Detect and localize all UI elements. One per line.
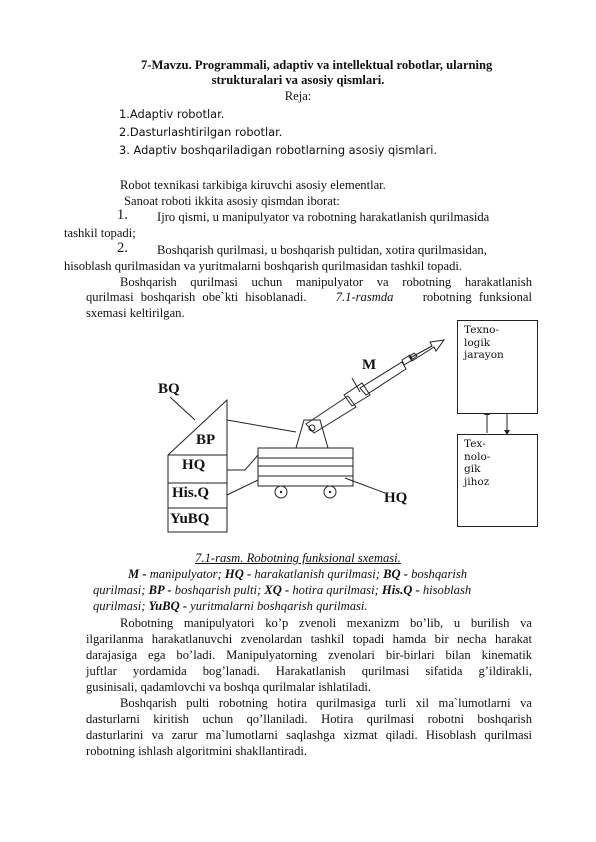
title-line-1: 7-Mavzu. Programmali, adaptiv va intellektual robotlar, ularning: [141, 58, 493, 72]
para3-line-3: dasturlarini va zarur ma`lumotlarni saqlashga xizmat qiladi. Hisoblash qurilmasi: [86, 728, 532, 742]
wheel-left-hub: [280, 491, 282, 493]
figure-caption: 7.1-rasm. Robotning funksional sxemasi.: [195, 551, 401, 565]
manipulator-base: [296, 420, 328, 448]
para1-line-2-end: robotning funksional: [422, 290, 532, 304]
label-motion-unit-right: HQ: [384, 490, 408, 506]
legend-text: hotira qurilmasi;: [292, 583, 382, 597]
para3-line-4: robotning ishlash algoritmini shakllantiradi.: [86, 744, 308, 758]
label-control-panel: BP: [196, 432, 216, 448]
gripper: [402, 355, 412, 365]
para2-line-5: gusinisali, qadamlovchi va boshqa qurilmalar ishlatiladi.: [86, 680, 372, 694]
list-item-2-line-2: hisoblash qurilmasidan va yuritmalarni boshqarish qurilmasidan tashkil topadi.: [64, 259, 463, 273]
connection-line: [227, 480, 258, 495]
equipment-box-line-3: gik: [464, 463, 481, 475]
legend-text: manipulyator;: [149, 567, 225, 581]
plan-item-1: 1.Adaptiv robotlar.: [119, 107, 225, 121]
list-number-2: 2.: [117, 240, 128, 256]
legend-abbr: YuBQ -: [148, 599, 191, 613]
legend-text: boshqarish pulti;: [174, 583, 265, 597]
equipment-box-line-2: nolo-: [464, 450, 491, 463]
legend-abbr: M -: [128, 567, 150, 581]
bq-pointer-line: [170, 397, 195, 420]
label-manipulator: M: [362, 357, 377, 373]
para1-line-2-start: qurilmasi boshqarish obe`kti hisoblanadi.: [86, 290, 307, 304]
para2-line-2: ilgarilanma harakatlanuvchi zvenolardan tashkil topadi hamda bir necha harakat: [86, 632, 532, 646]
label-motion-unit-left: HQ: [182, 457, 206, 473]
legend-text: harakatlanish qurilmasi;: [254, 567, 384, 581]
figure-reference: 7.1-rasmda: [335, 290, 394, 304]
legend-text: boshqarish: [411, 567, 468, 581]
para1-line-1: Boshqarish qurilmasi uchun manipulyator va robotning harakatlanish: [120, 275, 532, 289]
legend-line-1: [128, 567, 467, 582]
para1-line-3: sxemasi keltirilgan.: [86, 306, 185, 320]
equipment-box-line-1: Tex-: [464, 438, 486, 450]
process-box-line-1: Texno-: [464, 324, 499, 336]
wheel-right-hub: [329, 491, 331, 493]
intro-line-1: Robot texnikasi tarkibiga kiruvchi asosiy elementlar.: [120, 178, 386, 192]
legend-line-2: [93, 583, 471, 598]
para3-line-2: dasturlarni kiritish uchun qo’llaniladi. Hotira qurilmasi robotni boshqarish: [86, 712, 532, 726]
para2-line-3: darajasiga ega bo’ladi. Manipulyatorning zvenolari bir-birlari bilan kinematik: [86, 648, 532, 662]
list-item-1-line-2: tashkil topadi;: [64, 226, 136, 240]
plan-item-3: 3. Adaptiv boshqariladigan robotlarning asosiy qismlari.: [119, 143, 438, 157]
label-control-unit: BQ: [158, 381, 180, 397]
para1-line-2: [86, 290, 532, 305]
plan-item-2: 2.Dasturlashtirilgan robotlar.: [119, 125, 283, 139]
para3-line-1: Boshqarish pulti robotning hotira qurilmasiga turli xil ma`lumotlarni va: [120, 696, 532, 710]
para2-line-1: Robotning manipulyatori ko’p zvenoli mexanizm bo’lib, u burilish va: [120, 616, 532, 630]
list-number-1: 1.: [117, 207, 128, 223]
intro-line-2: Sanoat roboti ikkita asosiy qismdan iborat:: [124, 194, 340, 208]
title-line-2: strukturalari va asosiy qismlari.: [211, 73, 385, 87]
equipment-box-line-4: jihoz: [464, 475, 490, 488]
mobile-platform: [258, 448, 353, 486]
process-box-line-2: logik: [464, 336, 491, 349]
legend-abbr: His.Q -: [381, 583, 423, 597]
legend-text: yuritmalarni boshqarish qurilmasi.: [190, 599, 368, 613]
label-drive-control-unit: YuBQ: [170, 511, 210, 527]
connection-line: [227, 420, 296, 432]
legend-abbr: XQ -: [264, 583, 293, 597]
legend-abbr: HQ -: [224, 567, 255, 581]
process-box: [457, 320, 538, 414]
list-item-2-line-1: Boshqarish qurilmasi, u boshqarish pultidan, xotira qurilmasidan,: [157, 243, 487, 257]
legend-line-3: [93, 599, 368, 614]
para2-line-4: juftlar yordamida bog’lanadi. Harakatlanish qurilmasi sifatida g’ildirakli,: [86, 664, 532, 678]
label-computing-unit: His.Q: [172, 485, 210, 501]
legend-abbr: BQ -: [383, 567, 412, 581]
legend-text: hisoblash: [422, 583, 472, 597]
list-item-1-line-1: Ijro qismi, u manipulyator va robotning harakatlanish qurilmasida: [157, 210, 490, 224]
plan-heading: Reja:: [284, 89, 312, 103]
legend-abbr: BP -: [148, 583, 175, 597]
legend-text: qurilmasi;: [93, 599, 149, 613]
equipment-box: [457, 434, 538, 527]
process-box-line-3: jarayon: [464, 349, 504, 361]
legend-text: qurilmasi;: [93, 583, 149, 597]
connection-line: [227, 455, 258, 470]
